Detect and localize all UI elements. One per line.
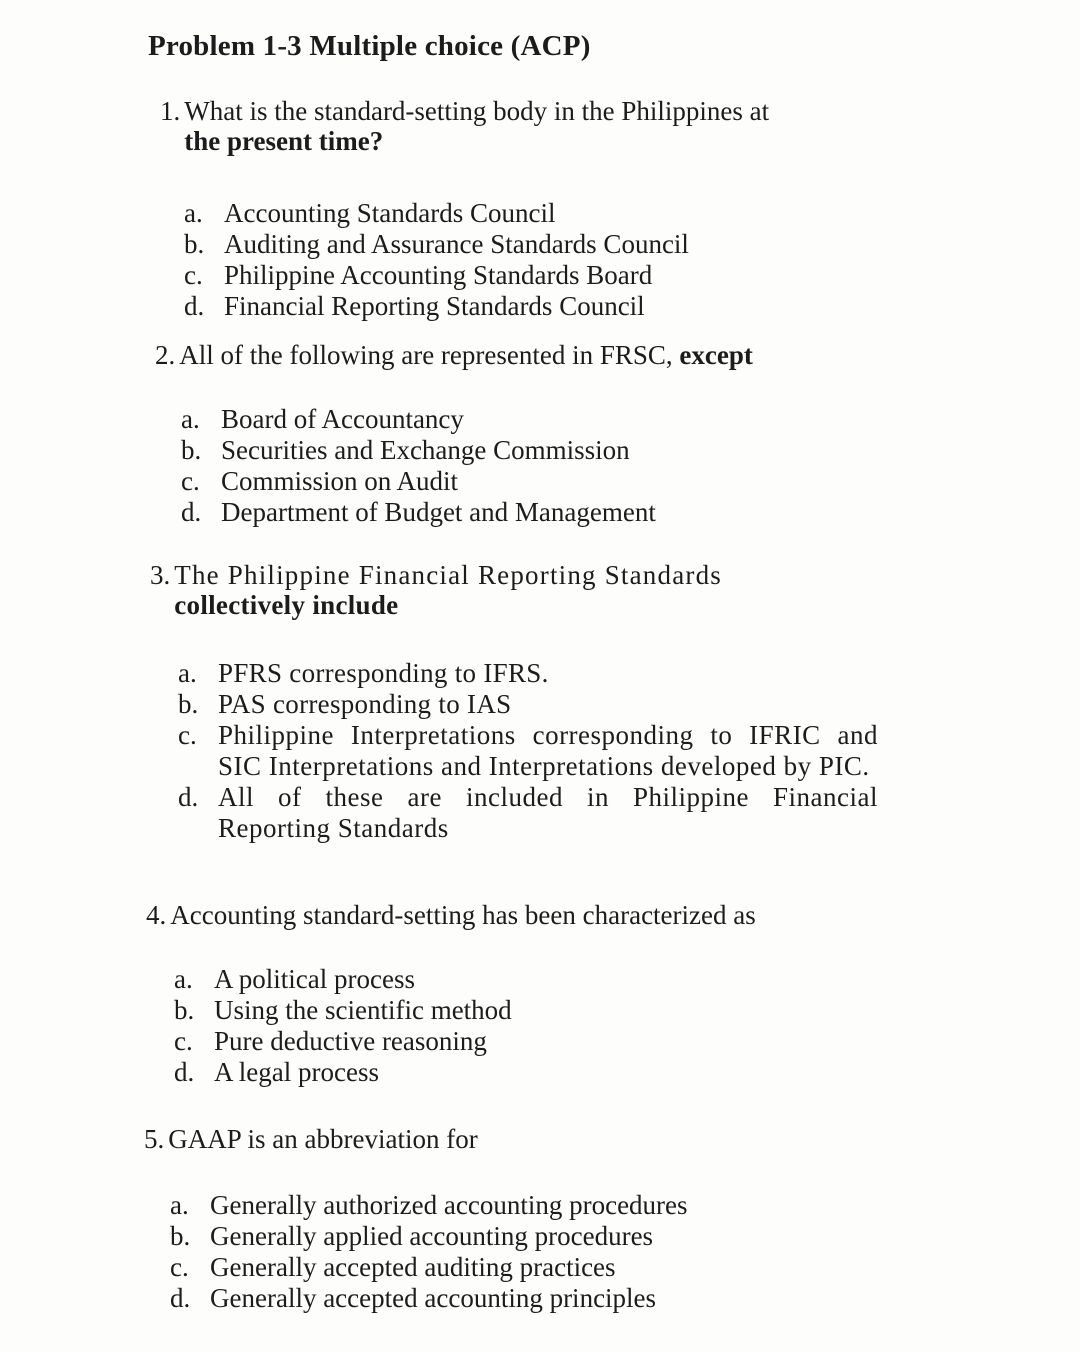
- answer-option-a: [178, 658, 878, 689]
- answer-options: [181, 404, 875, 528]
- option-letter: c.: [184, 260, 203, 290]
- option-text: Philippine Accounting Standards Board: [224, 260, 653, 290]
- question-number: 4.: [146, 900, 167, 930]
- option-letter: c.: [181, 466, 200, 496]
- answer-option-a: [170, 1190, 874, 1221]
- question-3: [150, 560, 878, 860]
- answer-option-d: [181, 497, 875, 528]
- answer-option-c: [178, 720, 878, 782]
- option-text: A legal process: [214, 1057, 379, 1087]
- answer-option-d: [174, 1057, 876, 1088]
- option-text: Financial Reporting Standards Council: [224, 291, 645, 321]
- question-text: [170, 900, 876, 930]
- answer-options: [178, 658, 878, 844]
- question-stem: [155, 340, 875, 370]
- option-letter: d.: [184, 291, 205, 321]
- option-letter: a.: [178, 658, 197, 688]
- answer-option-a: [174, 964, 876, 995]
- option-text: PAS corresponding to IAS: [218, 689, 512, 719]
- answer-option-c: [184, 260, 880, 291]
- option-text: Generally applied accounting procedures: [210, 1221, 654, 1251]
- answer-option-a: [184, 198, 880, 229]
- option-letter: d.: [178, 782, 199, 812]
- option-letter: c.: [174, 1026, 193, 1056]
- question-stem: [144, 1124, 874, 1154]
- option-text: Using the scientific method: [214, 995, 512, 1025]
- option-letter: a.: [170, 1190, 189, 1220]
- answer-option-c: [170, 1252, 874, 1283]
- option-text: Board of Accountancy: [221, 404, 464, 434]
- option-text: Department of Budget and Management: [221, 497, 656, 527]
- answer-option-b: [174, 995, 876, 1026]
- option-letter: b.: [184, 229, 205, 259]
- option-text: Pure deductive reasoning: [214, 1026, 487, 1056]
- answer-options: [184, 198, 880, 322]
- question-stem: [146, 900, 876, 930]
- answer-option-b: [181, 435, 875, 466]
- question-stem: [160, 96, 880, 156]
- question-text-plain: Accounting standard-setting has been characterized as: [170, 900, 756, 930]
- option-letter: c.: [178, 720, 197, 750]
- question-number: 2.: [155, 340, 176, 370]
- question-2: [155, 340, 875, 544]
- question-text: [179, 340, 875, 370]
- question-text-plain: GAAP is an abbreviation for: [168, 1124, 478, 1154]
- option-text: Generally authorized accounting procedures: [210, 1190, 688, 1220]
- option-letter: b.: [174, 995, 195, 1025]
- answer-option-b: [184, 229, 880, 260]
- option-text: Philippine Interpretations corresponding to IFRIC and SIC Interpretations and Interpretations developed by PIC.: [218, 720, 878, 781]
- answer-option-c: [181, 466, 875, 497]
- option-text: Commission on Audit: [221, 466, 459, 496]
- question-text: [168, 1124, 874, 1154]
- question-text-bold: collectively include: [174, 590, 399, 620]
- page-title: Problem 1-3 Multiple choice (ACP): [148, 30, 591, 62]
- option-text: Accounting Standards Council: [224, 198, 556, 228]
- question-text-plain: All of the following are represented in FRSC,: [179, 340, 673, 370]
- option-letter: d.: [174, 1057, 195, 1087]
- answer-options: [174, 964, 876, 1088]
- answer-option-b: [178, 689, 878, 720]
- option-letter: c.: [170, 1252, 189, 1282]
- question-1: [160, 96, 880, 338]
- question-number: 3.: [150, 560, 171, 590]
- answer-option-b: [170, 1221, 874, 1252]
- option-letter: b.: [170, 1221, 191, 1251]
- answer-option-d: [170, 1283, 874, 1314]
- option-text: A political process: [214, 964, 415, 994]
- option-text: All of these are included in Philippine Financial Reporting Standards: [218, 782, 878, 843]
- option-letter: b.: [181, 435, 202, 465]
- answer-option-d: [178, 782, 878, 844]
- answer-option-c: [174, 1026, 876, 1057]
- option-text: Generally accepted accounting principles: [210, 1283, 657, 1313]
- option-letter: a.: [174, 964, 193, 994]
- question-stem: [150, 560, 878, 620]
- option-text: Auditing and Assurance Standards Council: [224, 229, 689, 259]
- question-text-plain: The Philippine Financial Reporting Standards: [174, 560, 722, 590]
- option-text: Generally accepted auditing practices: [210, 1252, 616, 1282]
- question-5: [144, 1124, 874, 1330]
- question-text-bold: except: [679, 340, 753, 370]
- question-4: [146, 900, 876, 1104]
- option-letter: d.: [181, 497, 202, 527]
- question-text: [174, 560, 878, 620]
- option-text: PFRS corresponding to IFRS.: [218, 658, 549, 688]
- question-text: [184, 96, 880, 156]
- question-number: 5.: [144, 1124, 165, 1154]
- question-number: 1.: [160, 96, 181, 126]
- answer-option-d: [184, 291, 880, 322]
- question-text-bold: the present time?: [184, 126, 384, 156]
- option-letter: b.: [178, 689, 199, 719]
- option-letter: a.: [184, 198, 203, 228]
- option-letter: a.: [181, 404, 200, 434]
- option-text: Securities and Exchange Commission: [221, 435, 630, 465]
- answer-options: [170, 1190, 874, 1314]
- question-text-plain: What is the standard-setting body in the Philippines at: [184, 96, 770, 126]
- answer-option-a: [181, 404, 875, 435]
- option-letter: d.: [170, 1283, 191, 1313]
